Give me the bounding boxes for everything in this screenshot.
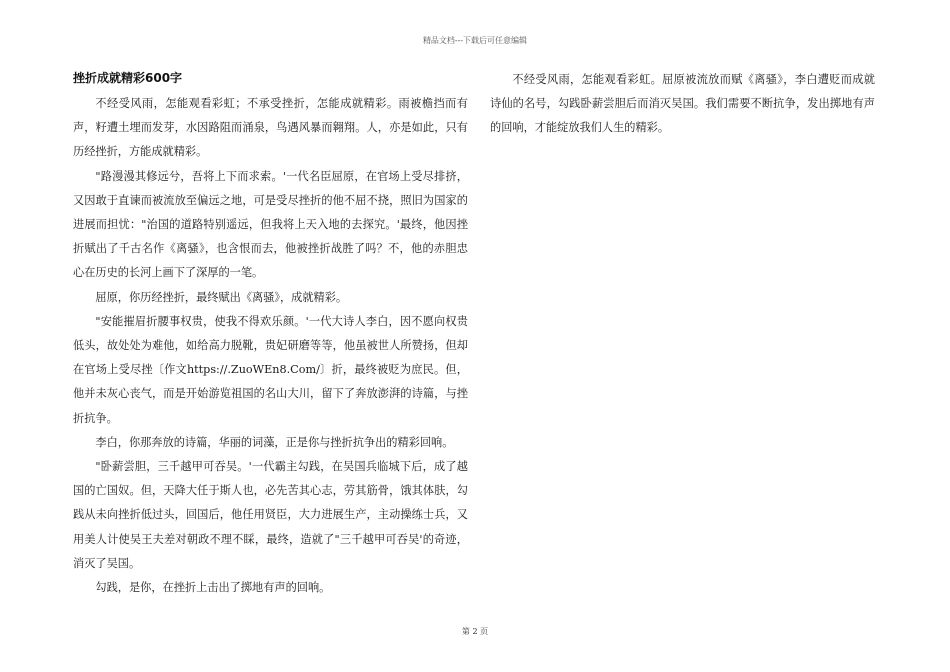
paragraph: 不经受风雨，怎能观看彩虹；不承受挫折，怎能成就精彩。雨被檐挡而有声，籽遭土埋而发芽，水因路阻而涌泉，鸟遇风暴而翱翔。人，亦是如此，只有历经挫折，方能成就精彩。 <box>73 97 468 159</box>
page-header: 精品文档---下载后可任意编辑 <box>422 36 528 45</box>
paragraph: 勾践，是你，在挫折上击出了掷地有声的回响。 <box>95 581 331 595</box>
paragraph: "安能摧眉折腰事权贵，使我不得欢乐颜。'一代大诗人李白，因不愿向权贵低头，故处处为难他，如给高力脱靴，贵妃研磨等等，他虽被世人所赞扬，但却在官场上受尽挫〔作文https://.ZuoWEn8.Com/〕折，最终被贬为庶民。但，他并未灰心丧气，而是开始游览祖国的名山大川，留下了奔放澎湃的诗篇，与挫折抗争。 <box>73 314 468 425</box>
page-number: 第 2 页 <box>461 627 489 636</box>
left-column <box>73 68 468 600</box>
paragraph: "路漫漫其修远兮，吾将上下而求索。'一代名臣屈原，在官场上受尽排挤，又因敢于直谏而被流放至偏远之地，可是受尽挫折的他不屈不挠，照旧为国家的进展而担忧："治国的道路特别遥远，但我将上天入地的去探究。'最终，他因挫折赋出了千古名作《离骚》，也含恨而去，他被挫折战胜了吗？不，他的赤胆忠心在历史的长河上画下了深厚的一笔。 <box>73 169 468 280</box>
paragraph: 李白，你那奔放的诗篇，华丽的词藻，正是你与挫折抗争出的精彩回响。 <box>95 435 454 449</box>
right-column <box>490 68 875 141</box>
paragraph: "卧薪尝胆，三千越甲可吞吴。'一代霸主勾践，在吴国兵临城下后，成了越国的亡国奴。但，天降大任于斯人也，必先苦其心志，劳其筋骨，饿其体肤，勾践从未向挫折低过头，回国后，他任用贤臣，大力进展生产，主动操练士兵，又用美人计使吴王夫差对朝政不理不睬，最终，造就了"三千越甲可吞吴'的奇迹，消灭了吴国。 <box>73 460 468 570</box>
article-title: 挫折成就精彩600字 <box>73 71 183 85</box>
paragraph: 不经受风雨，怎能观看彩虹。屈原被流放而赋《离骚》，李白遭贬而成就诗仙的名号，勾践卧薪尝胆后而消灭吴国。我们需要不断抗争，发出掷地有声的回响，才能绽放我们人生的精彩。 <box>490 73 875 135</box>
paragraph: 屈原，你历经挫折，最终赋出《离骚》，成就精彩。 <box>95 290 348 304</box>
